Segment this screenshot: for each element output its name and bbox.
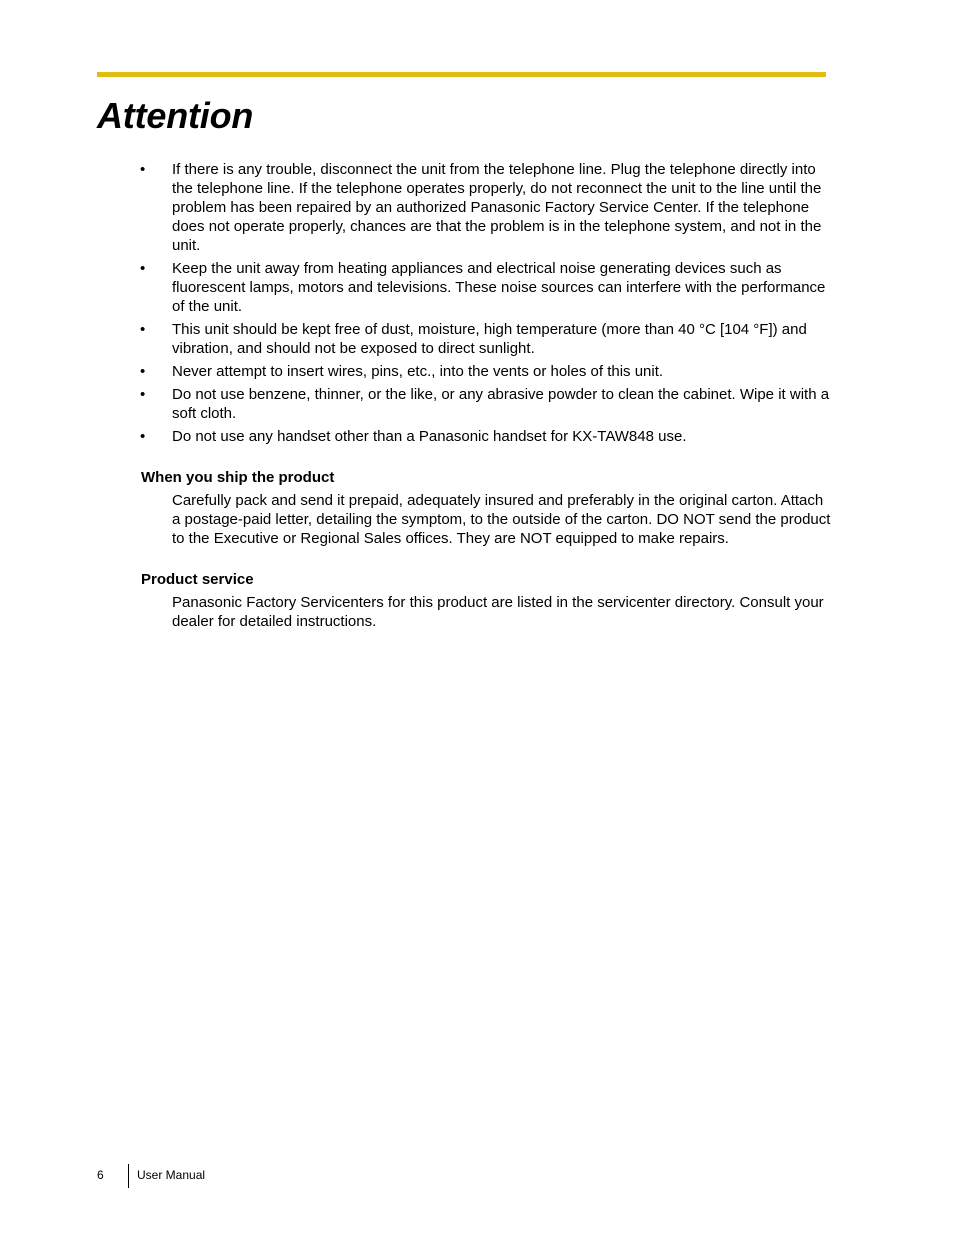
list-item-text: If there is any trouble, disconnect the unit from the telephone line. Plug the telephone directly into the telephone line. If the telephone operates properly, do not reconnect the unit to the line until the problem has been repaired by an authorized Panasonic Factory Service Center. If the telephone does not operate properly, chances are that the problem is in the telephone system, and not in the unit.	[172, 161, 822, 254]
section-body: Panasonic Factory Servicenters for this product are listed in the servicenter directory. Consult your dealer for detailed instructions.	[172, 594, 824, 630]
shipping-section	[141, 468, 831, 548]
bullet-icon: •	[140, 161, 146, 178]
page-number: 6	[97, 1168, 104, 1182]
list-item	[140, 160, 830, 255]
section-heading: Product service	[141, 571, 254, 588]
bullet-icon: •	[140, 428, 146, 445]
footer-divider	[128, 1164, 129, 1188]
list-item-text: Never attempt to insert wires, pins, etc., into the vents or holes of this unit.	[172, 363, 664, 380]
footer-label: User Manual	[137, 1168, 206, 1182]
bullet-icon: •	[140, 321, 146, 338]
bullet-icon: •	[140, 363, 146, 380]
header-accent-rule	[97, 72, 826, 77]
bullet-icon: •	[140, 260, 146, 277]
product-service-section	[141, 570, 831, 631]
list-item	[140, 385, 830, 423]
section-heading: When you ship the product	[141, 469, 335, 486]
list-item	[140, 427, 830, 446]
list-item-text: Do not use any handset other than a Panasonic handset for KX-TAW848 use.	[172, 428, 687, 445]
page-footer	[97, 1164, 397, 1188]
bullet-icon: •	[140, 386, 146, 403]
list-item-text: Do not use benzene, thinner, or the like, or any abrasive powder to clean the cabinet. Wipe it with a soft cloth.	[172, 386, 830, 422]
list-item	[140, 320, 830, 358]
list-item-text: Keep the unit away from heating appliances and electrical noise generating devices such as fluorescent lamps, motors and televisions. These noise sources can interfere with the performance of the unit.	[172, 260, 826, 315]
list-item	[140, 362, 830, 381]
list-item	[140, 259, 830, 316]
attention-bullet-list	[140, 160, 830, 450]
page-title: Attention	[97, 95, 254, 136]
list-item-text: This unit should be kept free of dust, moisture, high temperature (more than 40 °C [104 °F]) and vibration, and should not be exposed to direct sunlight.	[172, 321, 807, 357]
section-body: Carefully pack and send it prepaid, adequately insured and preferably in the original carton. Attach a postage-paid letter, detailing the symptom, to the outside of the carton. DO NOT send the product to the Executive or Regional Sales offices. They are NOT equipped to make repairs.	[172, 492, 831, 547]
